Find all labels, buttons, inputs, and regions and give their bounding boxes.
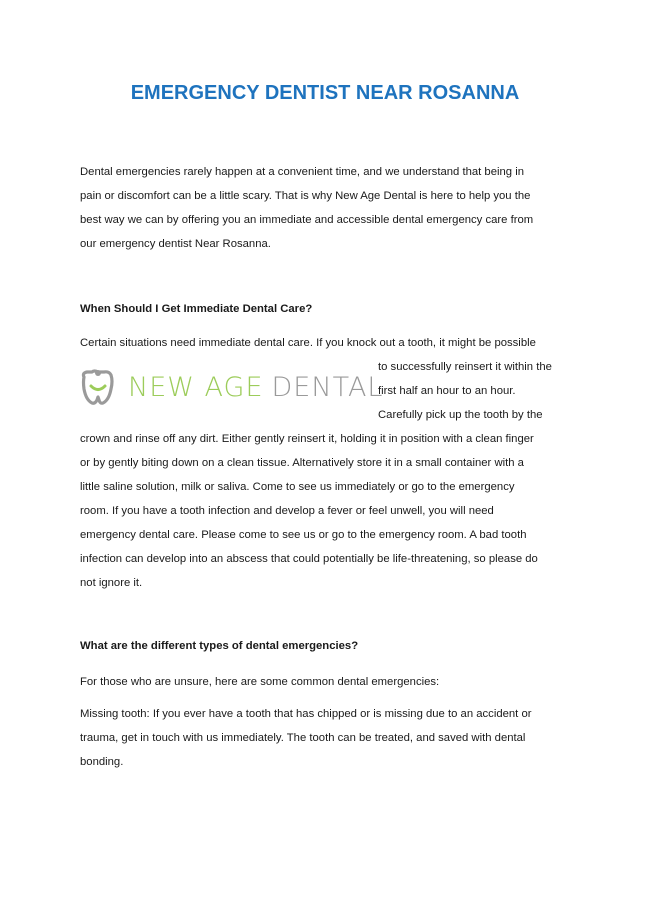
body-line: Carefully pick up the tooth by the bbox=[378, 409, 543, 421]
body-line: crown and rinse off any dirt. Either gently reinsert it, holding it in position with a clean finger bbox=[80, 433, 534, 445]
body-line: trauma, get in touch with us immediately. The tooth can be treated, and saved with dental bbox=[80, 732, 526, 744]
new-age-dental-logo bbox=[78, 364, 384, 410]
logo-wordmark bbox=[128, 372, 383, 403]
tooth-smile-icon bbox=[78, 367, 118, 407]
intro-line: pain or discomfort can be a little scary. That is why New Age Dental is here to help you the bbox=[80, 190, 531, 202]
logo-word-dental: DENTAL bbox=[271, 371, 384, 403]
section1-first-line bbox=[80, 331, 575, 355]
page-title: EMERGENCY DENTIST NEAR ROSANNA bbox=[130, 82, 520, 104]
body-line: emergency dental care. Please come to see us or go to the emergency room. A bad tooth bbox=[80, 529, 527, 541]
body-line: little saline solution, milk or saliva. Come to see us immediately or go to the emergency bbox=[80, 481, 515, 493]
intro-line: best way we can by offering you an immediate and accessible dental emergency care from bbox=[80, 214, 534, 226]
body-line: infection can develop into an abscess that could potentially be life-threatening, so please do bbox=[80, 553, 538, 565]
body-line: or by gently biting down on a clean tissue. Alternatively store it in a small container with a bbox=[80, 457, 524, 469]
body-line: to successfully reinsert it within the bbox=[378, 361, 552, 373]
wrapped-text-beside-logo bbox=[378, 355, 578, 427]
intro-line: Dental emergencies rarely happen at a convenient time, and we understand that being in bbox=[80, 166, 524, 178]
section-heading-immediate-care: When Should I Get Immediate Dental Care? bbox=[80, 303, 313, 315]
body-line: room. If you have a tooth infection and develop a fever or feel unwell, you will need bbox=[80, 505, 494, 517]
body-line: not ignore it. bbox=[80, 577, 143, 589]
body-line: Missing tooth: If you ever have a tooth that has chipped or is missing due to an accident or bbox=[80, 708, 532, 720]
intro-line: our emergency dentist Near Rosanna. bbox=[80, 238, 271, 250]
body-line: For those who are unsure, here are some common dental emergencies: bbox=[80, 676, 440, 688]
section1-body bbox=[80, 427, 575, 595]
intro-paragraph bbox=[80, 160, 575, 256]
body-line: first half an hour to an hour. bbox=[378, 385, 516, 397]
missing-tooth-paragraph bbox=[80, 702, 575, 774]
section2-intro bbox=[80, 670, 575, 694]
logo-word-new-age: NEW AGE bbox=[128, 371, 264, 403]
body-line: Certain situations need immediate dental care. If you knock out a tooth, it might be possible bbox=[80, 337, 536, 349]
section-heading-emergency-types: What are the different types of dental emergencies? bbox=[80, 640, 359, 652]
body-line: bonding. bbox=[80, 756, 124, 768]
